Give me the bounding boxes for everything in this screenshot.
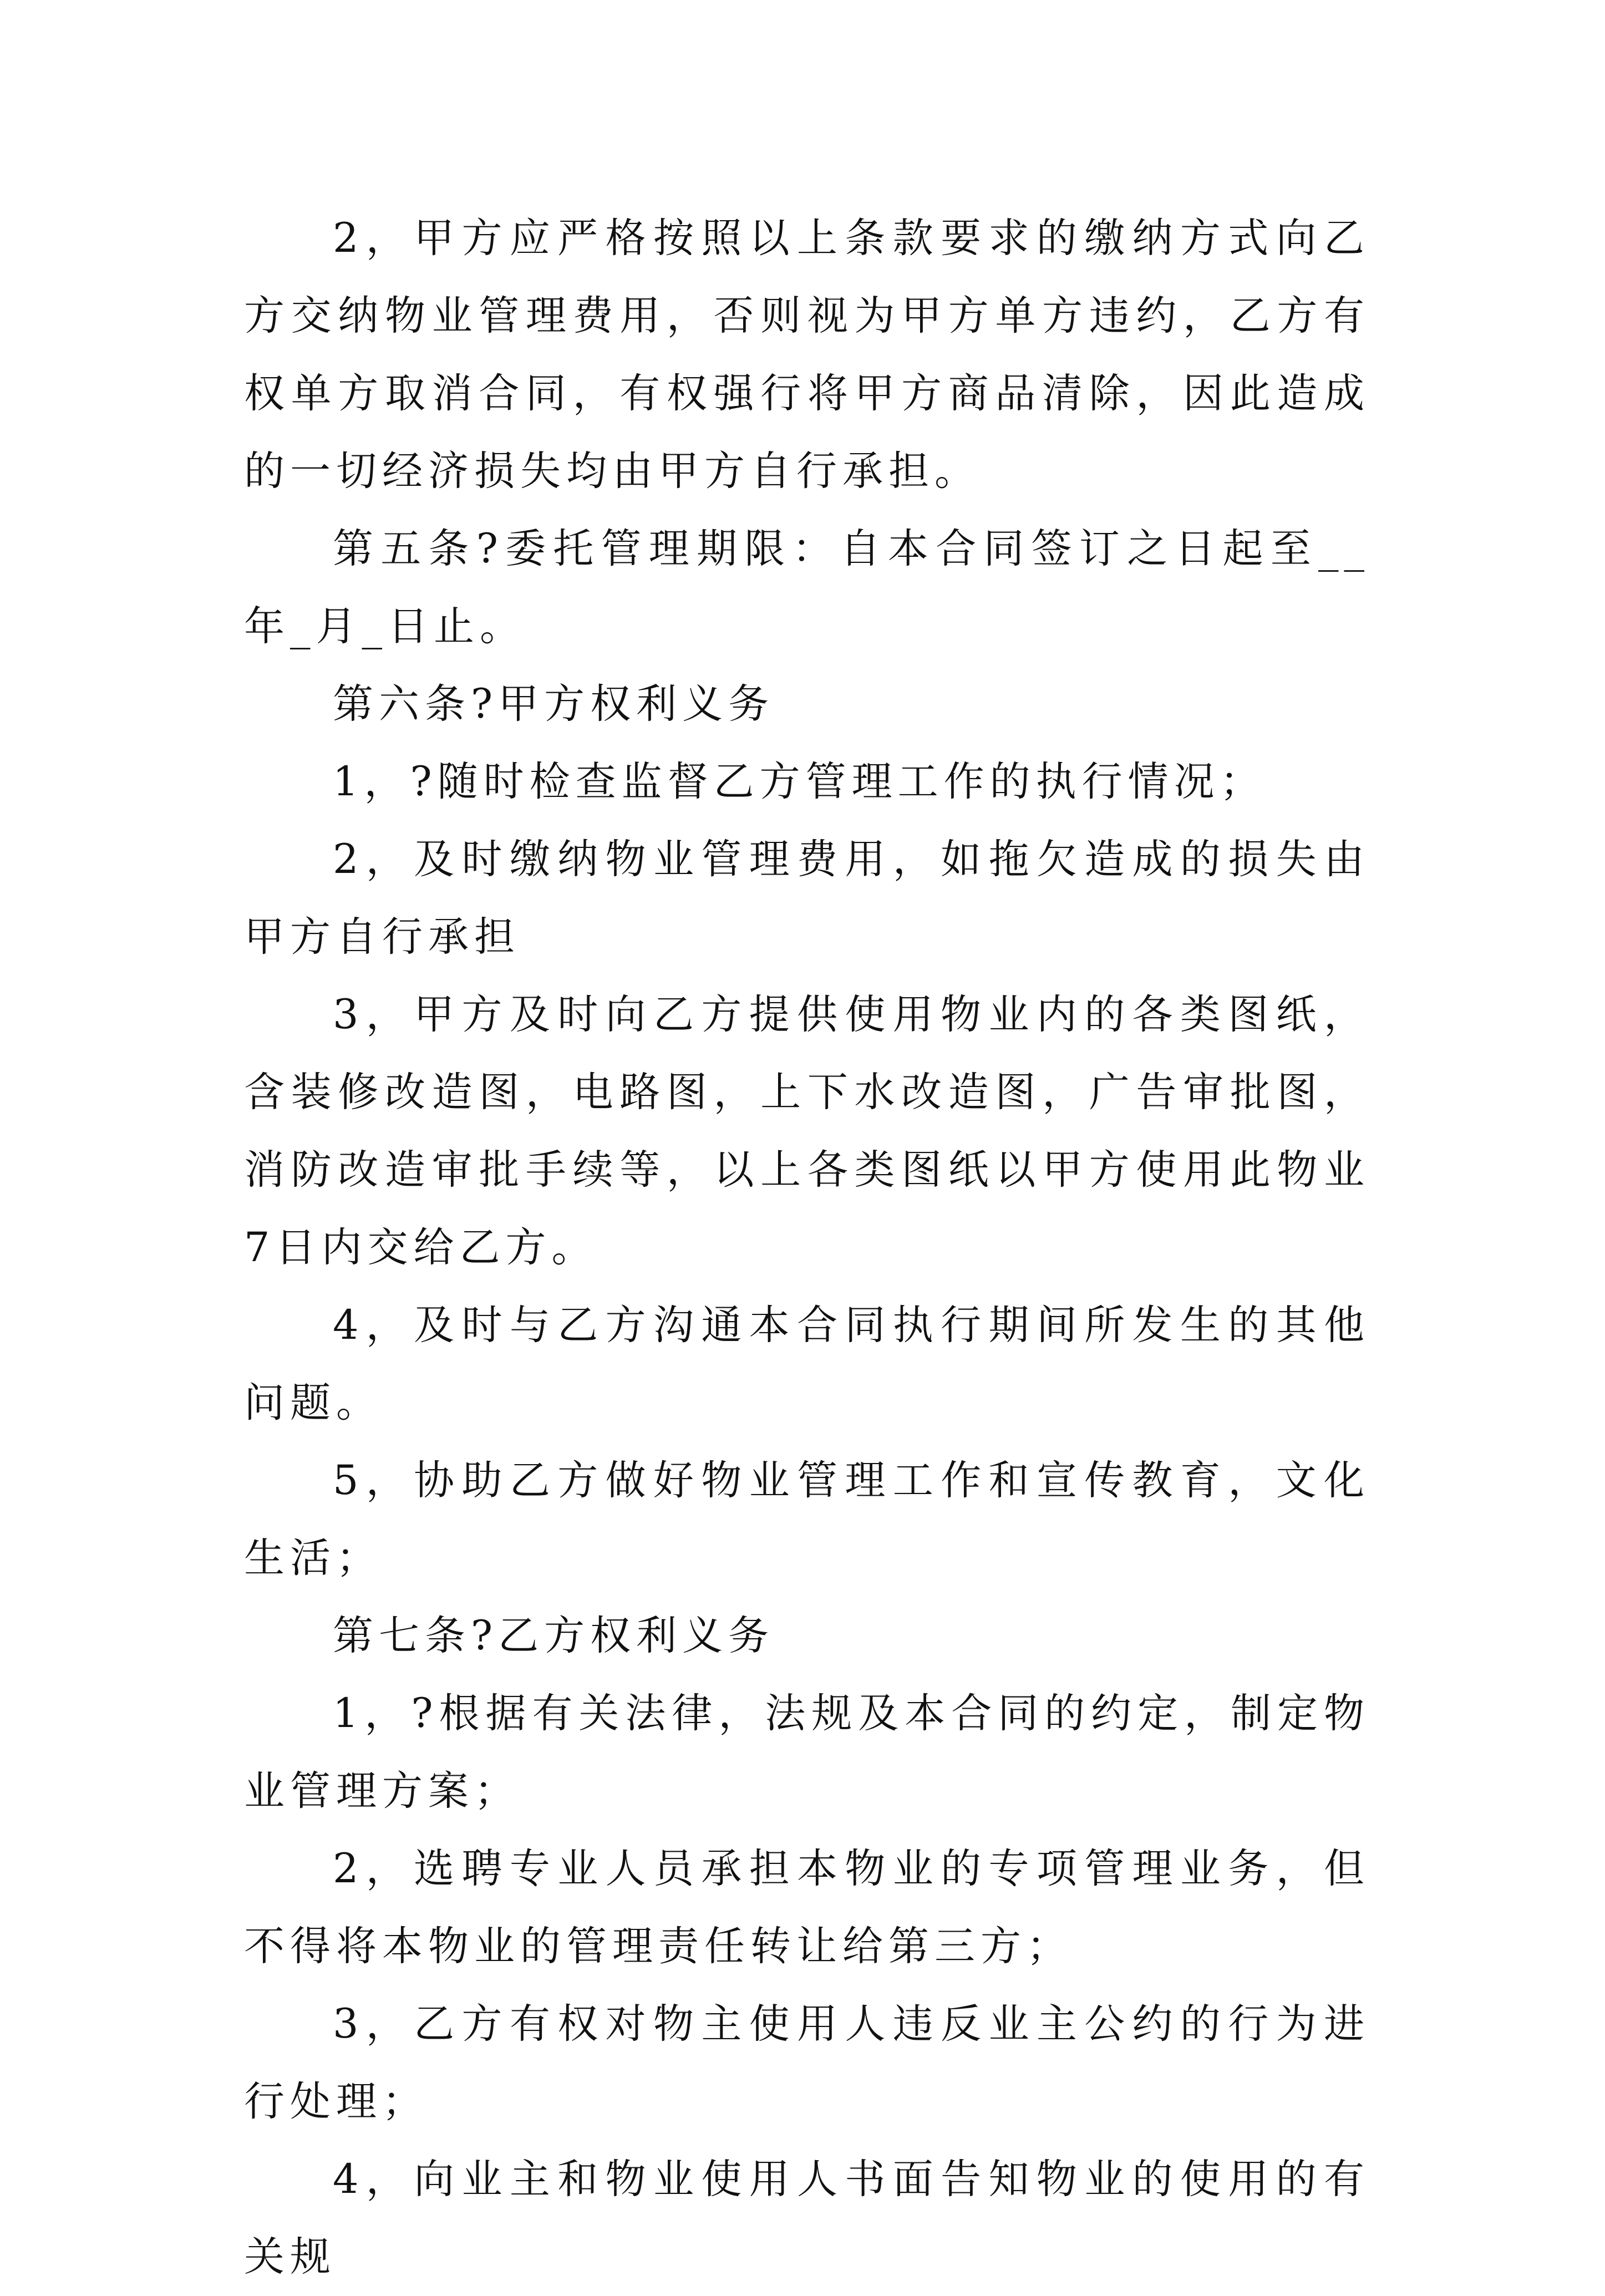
- paragraph: 2，选聘专业人员承担本物业的专项管理业务，但不得将本物业的管理责任转让给第三方；: [244, 1845, 1370, 1970]
- document-body: [244, 200, 1370, 2296]
- paragraph: 4，及时与乙方沟通本合同执行期间所发生的其他问题。: [244, 1302, 1370, 1426]
- paragraph: 第五条?委托管理期限：自本合同签订之日起至__年_月_日止。: [244, 525, 1370, 650]
- paragraph: 3，甲方及时向乙方提供使用物业内的各类图纸，含装修改造图，电路图，上下水改造图，广告审批图，消防改造审批手续等，以上各类图纸以甲方使用此物业7日内交给乙方。: [244, 991, 1370, 1271]
- section-heading: 第六条?甲方权利义务: [333, 680, 775, 728]
- paragraph: 4，向业主和物业使用人书面告知物业的使用的有关规: [244, 2156, 1370, 2280]
- paragraph: 2，及时缴纳物业管理费用，如拖欠造成的损失由甲方自行承担: [244, 836, 1370, 961]
- paragraph: 2，甲方应严格按照以上条款要求的缴纳方式向乙方交纳物业管理费用，否则视为甲方单方违约，乙方有权单方取消合同，有权强行将甲方商品清除，因此造成的一切经济损失均由甲方自行承担。: [244, 215, 1370, 495]
- paragraph: 1，?根据有关法律，法规及本合同的约定，制定物业管理方案；: [244, 1690, 1370, 1815]
- paragraph: 1，?随时检查监督乙方管理工作的执行情况；: [333, 758, 1266, 805]
- paragraph: 5，协助乙方做好物业管理工作和宣传教育，文化生活；: [244, 1457, 1370, 1582]
- paragraph: 3，乙方有权对物主使用人违反业主公约的行为进行处理；: [244, 2000, 1370, 2125]
- section-heading: 第七条?乙方权利义务: [333, 1612, 775, 1659]
